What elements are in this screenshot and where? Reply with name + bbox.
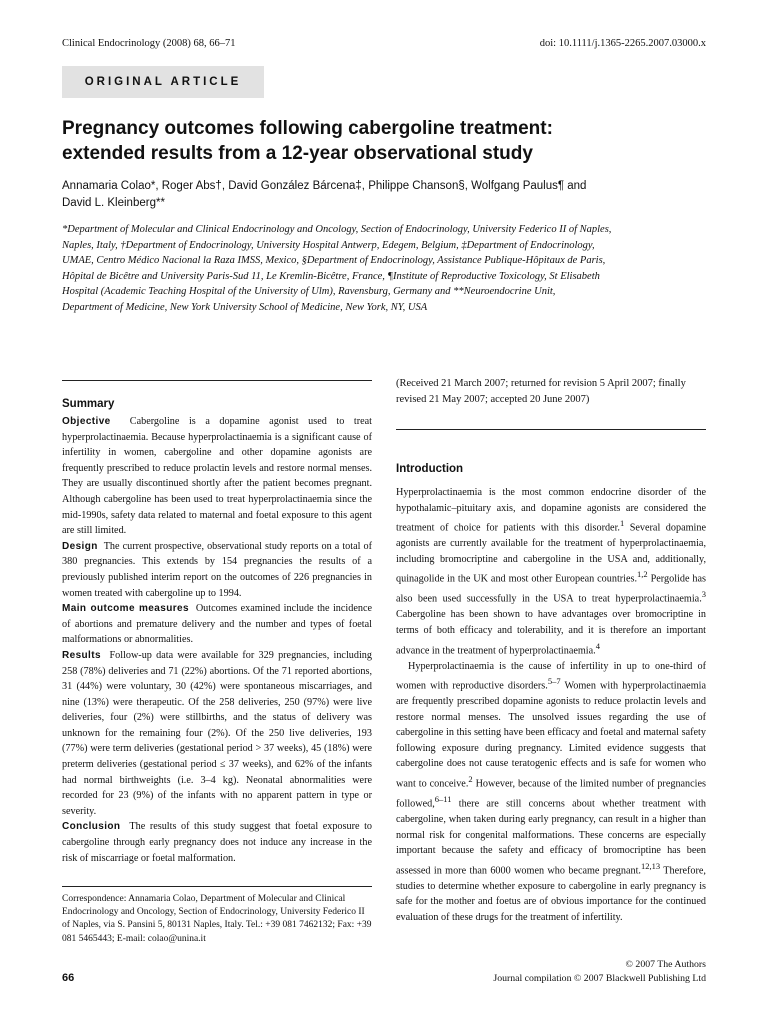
summary-design xyxy=(62,539,372,601)
intro-p2-text-c: However, because of the limited number of pregnancies followed, xyxy=(396,778,706,810)
summary-conclusion xyxy=(62,819,372,866)
intro-p1-text-a: Hyperprolactinaemia is the most common endocrine disorder of the hypothalamic–pituitary axis, and dopamine agonists are considered the treatment of choice for patients with this disorder. xyxy=(396,487,706,534)
intro-p1-text-b: Several dopamine agonists are currently available for the treatment of hyperprolactinaemia, including bromocriptine and cabergoline in the USA and, additionally, quinagolide in the UK and most other European countries. xyxy=(396,522,706,585)
conclusion-label: Conclusion xyxy=(62,821,121,833)
citation-ref: 4 xyxy=(595,640,600,651)
article-title xyxy=(62,116,682,166)
received-dates xyxy=(396,376,706,407)
citation-ref: 12,13 xyxy=(640,860,661,871)
intro-p2-text-a: Hyperprolactinaemia is the cause of infertility in up to one-third of women with reproductive disorders. xyxy=(396,660,706,692)
introduction-paragraph-2 xyxy=(396,659,706,926)
citation-ref: 1 xyxy=(619,518,625,529)
objective-text: Cabergoline is a dopamine agonist used to treat hyperprolactinaemia. Because hyperprolactinaemia is a significant cause of infertility in women, cabergoline and other dopamine agonists are frequently prescribed to reduce prolactin levels and restore normal menses. They are usually discontinued shortly after the patient becomes pregnant. Although cabergoline has been used to treat hyperprolactinaemia since the mid-1990s, safety data related to maternal and foetal exposure to this agent are still limited. xyxy=(62,416,373,537)
measures-label: Main outcome measures xyxy=(62,603,189,615)
title-line-2: extended results from a 12-year observational study xyxy=(62,143,533,164)
introduction-heading: Introduction xyxy=(396,463,464,475)
summary-heading: Summary xyxy=(62,398,115,410)
affiliation-line: Department of Medicine, New York University School of Medicine, New York, NY, USA xyxy=(62,301,428,313)
authors-line-2: David L. Kleinberg** xyxy=(62,197,165,209)
article-type-banner: ORIGINAL ARTICLE xyxy=(62,66,264,98)
summary-body xyxy=(62,414,372,866)
intro-p2-text-d: there are still concerns about whether treatment with cabergoline, when taken during early pregnancy, can result in a higher than normal risk for congenital malformations. These concerns are especially important because the safety and efficacy of bromocriptine has been assessed in more than 6000 women who became pregnant. xyxy=(396,798,706,877)
citation-ref: 2 xyxy=(468,774,473,785)
introduction-column xyxy=(396,372,706,926)
doi: doi: 10.1111/j.1365-2265.2007.03000.x xyxy=(539,38,706,49)
conclusion-text: The results of this study suggest that foetal exposure to cabergoline through early pregnancy does not induce any increase in the risk of miscarriage or foetal malformation. xyxy=(62,821,372,864)
affiliations xyxy=(62,222,662,316)
affiliation-line: Naples, Italy, †Department of Endocrinology, University Hospital Antwerp, Edegem, Belgium, ‡Department of Endocrinology, xyxy=(62,239,595,251)
design-label: Design xyxy=(62,540,98,552)
received-line-1: (Received 21 March 2007; returned for revision 5 April 2007; finally xyxy=(396,378,686,389)
introduction-paragraph-1 xyxy=(396,485,706,659)
summary-results xyxy=(62,648,372,820)
results-text: Follow-up data were available for 329 pregnancies, including 258 (78%) deliveries and 71 (22%) abortions. Of the 71 reported abortions, 31 (44%) were voluntary, 30 (42%) were spontaneous miscarriages, and nine (13%) were therapeutic. Of the 258 deliveries, 250 (97%) were live deliveries, four (2%) were stillbirths, and the status of delivery was unknown for the remaining four (2%). Of the 250 live deliveries, 193 (77%) were term deliveries (gestational period > 37 weeks), 45 (18%) were preterm deliveries (gestational period ≤ 37 weeks), and 62% of the infants had normal birthweights (i.e. 3–4 kg). Neonatal abnormalities were recorded for 23 (9%) of the infants with no apparent pattern in type or severity. xyxy=(62,649,372,817)
affiliation-line: UMAE, Centro Médico Nacional la Raza IMSS, Mexico, §Department of Endocrinology, Assistance Publique-Hôpitaux de Paris, xyxy=(62,255,606,267)
compilation-line: Journal compilation © 2007 Blackwell Publishing Ltd xyxy=(493,972,706,984)
citation-ref: 5–7 xyxy=(547,676,561,687)
summary-objective xyxy=(62,414,372,539)
title-line-1: Pregnancy outcomes following cabergoline treatment: xyxy=(62,118,553,139)
intro-p1-text-c: Pergolide has also been used successfully in the USA to treat hyperprolactinaemia. xyxy=(396,573,706,605)
received-line-2: revised 21 May 2007; accepted 20 June 2007) xyxy=(396,393,590,405)
measures-text: Outcomes examined include the incidence of abortions and premature delivery and the number and types of foetal malformations or abnormalities. xyxy=(62,603,373,646)
summary-measures xyxy=(62,601,372,648)
affiliation-line: Hospital (Academic Teaching Hospital of the University of Ulm), Ravensburg, Germany and **Neuroendocrine Unit, xyxy=(62,286,556,298)
copyright-line: © 2007 The Authors xyxy=(625,959,706,970)
intro-p1-text-d: Cabergoline has been shown to have advantages over bromocriptine in terms of both efficacy and tolerability, and it is therefore an important advance in the treatment of hyperprolactinaemia. xyxy=(396,609,706,656)
citation-ref: 6–11 xyxy=(434,794,452,805)
copyright-footer xyxy=(493,958,706,985)
introduction-body xyxy=(396,485,706,926)
design-text: The current prospective, observational study reports on a total of 380 pregnancies. This extends by 154 pregnancies the results of a previously published interim report on the outcomes of 226 pregnancies in women treated with cabergoline up to 1994. xyxy=(62,540,372,599)
citation-ref: 3 xyxy=(701,589,706,600)
affiliation-line: *Department of Molecular and Clinical Endocrinology and Oncology, Section of Endocrinology, University Federico II of Naples, xyxy=(62,224,612,235)
author-list xyxy=(62,178,662,212)
correspondence-note xyxy=(62,886,372,946)
authors-line-1: Annamaria Colao*, Roger Abs†, David González Bárcena‡, Philippe Chanson§, Wolfgang Paulus¶ and xyxy=(62,180,587,192)
results-label: Results xyxy=(62,649,101,661)
intro-p2-text-e: Therefore, studies to determine whether exposure to cabergoline in early pregnancy is safe for the mother and foetus are of obvious importance for the continued evaluation of these drugs for the treatment of infertility. xyxy=(396,865,706,923)
correspondence-rule xyxy=(62,886,372,887)
objective-label: Objective xyxy=(62,416,111,427)
intro-p2-text-b: Women with hyperprolactinaemia are frequently prescribed dopamine agonists to reduce prolactin levels and restore normal menses. The unsolved issues regarding the use of cabergoline in this setting have been efficacy and foetal and maternal safety following exposure during pregnancy. Limited evidence suggests that cabergoline does not cause teratogenic effects and is safe for women who want to conceive. xyxy=(396,680,706,790)
journal-citation: Clinical Endocrinology (2008) 68, 66–71 xyxy=(62,38,236,49)
summary-column xyxy=(62,372,372,866)
correspondence-text: Correspondence: Annamaria Colao, Department of Molecular and Clinical Endocrinology and Oncology, Section of Endocrinology, University Federico II of Naples, via S. Pansini 5, 80131 Naples, Italy. Tel.: +39 081 7462132; Fax: +39 081 5465443; E-mail: colao@unina.it xyxy=(62,894,372,944)
affiliation-line: Hôpital de Bicêtre and University Paris-Sud 11, Le Kremlin-Bicêtre, France, ¶Institute of Reproductive Toxicology, St Elisabeth xyxy=(62,270,600,282)
citation-ref: 1,2 xyxy=(637,569,648,580)
summary-top-rule xyxy=(62,380,372,381)
page-number: 66 xyxy=(62,972,75,984)
introduction-top-rule xyxy=(396,429,706,430)
